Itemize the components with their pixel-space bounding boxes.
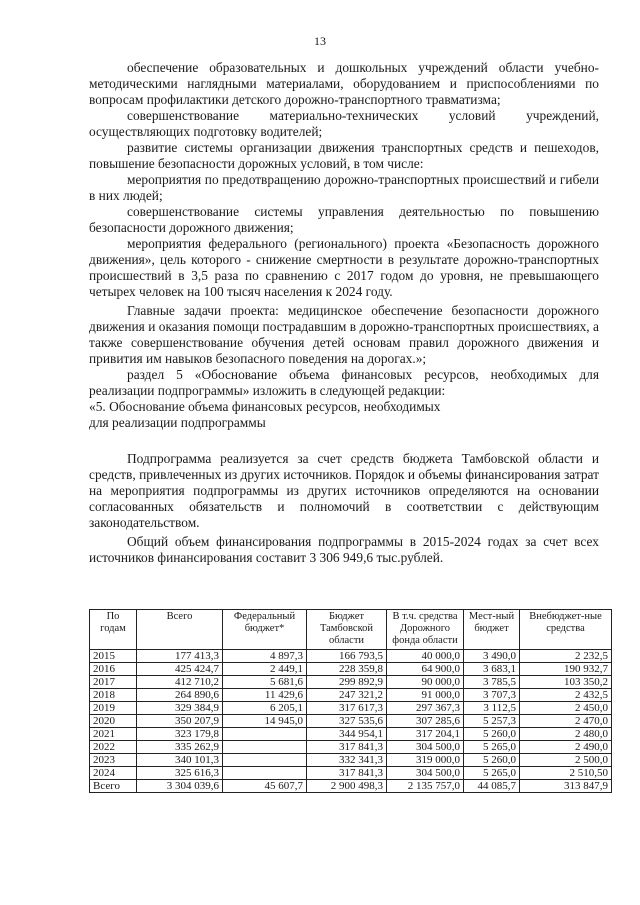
table-row <box>90 728 612 741</box>
table-cell: 90 000,0 <box>387 676 464 689</box>
table-cell: 304 500,0 <box>387 741 464 754</box>
table-cell: 317 617,3 <box>307 702 387 715</box>
header-federal: Федеральный бюджет* <box>223 610 307 650</box>
table-cell: 317 841,3 <box>307 741 387 754</box>
table-cell: 299 892,9 <box>307 676 387 689</box>
table-cell: 350 207,9 <box>137 715 223 728</box>
table-row <box>90 767 612 780</box>
section-title-line-1: «5. Обоснование объема финансовых ресурсов, необходимых <box>89 399 441 414</box>
table-cell: 64 900,0 <box>387 663 464 676</box>
table-cell: 3 785,5 <box>464 676 520 689</box>
table-cell: 329 384,9 <box>137 702 223 715</box>
document-body <box>89 60 599 566</box>
table-cell: 2 432,5 <box>520 689 612 702</box>
table-cell: 327 535,6 <box>307 715 387 728</box>
financing-table <box>89 609 612 793</box>
paragraph-8: раздел 5 «Обоснование объема финансовых ресурсов, необходимых для реализации подпрограммы» изложить в следующей редакции: <box>89 367 599 398</box>
header-road-fund: В т.ч. средства Дорожного фонда области <box>387 610 464 650</box>
table-cell: 5 260,0 <box>464 754 520 767</box>
table-cell: 5 681,6 <box>223 676 307 689</box>
table-cell: 313 847,9 <box>520 780 612 793</box>
paragraph-6: мероприятия федерального (регионального) проекта «Безопасность дорожного движения», цель которого - снижение смертности в результате дорожно-транспортных происшествий в 3,5 раза по сравнению с 2017 годом до уровня, не превышающего четырех человек на 100 тысяч населения к 2024 году. <box>89 236 599 299</box>
table-cell: 3 304 039,6 <box>137 780 223 793</box>
table-cell-year: 2019 <box>90 702 137 715</box>
table-cell: 2 449,1 <box>223 663 307 676</box>
table-cell <box>223 767 307 780</box>
table-cell: 228 359,8 <box>307 663 387 676</box>
table-cell-year: 2018 <box>90 689 137 702</box>
paragraph-3: развитие системы организации движения транспортных средств и пешеходов, повышение безопасности дорожных условий, в том числе: <box>89 140 599 171</box>
table-cell-year: 2017 <box>90 676 137 689</box>
paragraph-4: мероприятия по предотвращению дорожно-транспортных происшествий и гибели в них людей; <box>89 172 599 203</box>
table-cell: 5 265,0 <box>464 767 520 780</box>
page-number: 13 <box>314 34 326 48</box>
table-cell-year: 2022 <box>90 741 137 754</box>
table-cell <box>223 754 307 767</box>
paragraph-1: обеспечение образовательных и дошкольных учреждений области учебно-методическими наглядными материалами, оборудованием и приспособлениями по вопросам профилактики детского дорожно-транспортного травматизма; <box>89 60 599 107</box>
table-cell <box>223 728 307 741</box>
table-cell: 5 265,0 <box>464 741 520 754</box>
table-cell: 297 367,3 <box>387 702 464 715</box>
header-extrabudget: Внебюджет-ные средства <box>520 610 612 650</box>
table-cell: 91 000,0 <box>387 689 464 702</box>
paragraph-9: Подпрограмма реализуется за счет средств бюджета Тамбовской области и средств, привлеченных из других источников. Порядок и объемы финансирования затрат на мероприятия подпрограммы из других источников определяются на основании согласованных обязательств и полномочий в соответствии с действующим законодательством. <box>89 451 599 530</box>
table-cell: 166 793,5 <box>307 650 387 663</box>
table-cell: 5 257,3 <box>464 715 520 728</box>
table-cell: 40 000,0 <box>387 650 464 663</box>
paragraph-7: Главные задачи проекта: медицинское обеспечение безопасности дорожного движения и оказания помощи пострадавшим в дорожно-транспортных происшествиях, а также совершенствование обучения детей основам правил дорожного движения и привития им навыков безопасного поведения на дорогах.»; <box>89 303 599 366</box>
table-cell: 307 285,6 <box>387 715 464 728</box>
table-row <box>90 741 612 754</box>
table-cell: 2 232,5 <box>520 650 612 663</box>
table-cell: 304 500,0 <box>387 767 464 780</box>
table-row <box>90 650 612 663</box>
table-cell-year: Всего <box>90 780 137 793</box>
table-cell: 344 954,1 <box>307 728 387 741</box>
table-cell: 45 607,7 <box>223 780 307 793</box>
paragraph-10: Общий объем финансирования подпрограммы в 2015-2024 годах за счет всех источников финансирования составит 3 306 949,6 тыс.рублей. <box>89 534 599 565</box>
header-regional: Бюджет Тамбовской области <box>307 610 387 650</box>
table-cell: 319 000,0 <box>387 754 464 767</box>
table-cell: 2 490,0 <box>520 741 612 754</box>
table-cell-year: 2020 <box>90 715 137 728</box>
table-row <box>90 663 612 676</box>
table-cell <box>223 741 307 754</box>
table-cell: 340 101,3 <box>137 754 223 767</box>
table-cell: 332 341,3 <box>307 754 387 767</box>
table-cell-year: 2016 <box>90 663 137 676</box>
table-cell: 317 204,1 <box>387 728 464 741</box>
table-cell: 3 490,0 <box>464 650 520 663</box>
table-header-row <box>90 610 612 650</box>
table-cell: 2 500,0 <box>520 754 612 767</box>
table-cell: 3 683,1 <box>464 663 520 676</box>
table-cell: 190 932,7 <box>520 663 612 676</box>
section-title-line-2: для реализации подпрограммы <box>89 415 266 430</box>
table-cell: 4 897,3 <box>223 650 307 663</box>
table-cell: 2 450,0 <box>520 702 612 715</box>
table-cell: 2 900 498,3 <box>307 780 387 793</box>
table-cell: 14 945,0 <box>223 715 307 728</box>
table-cell: 317 841,3 <box>307 767 387 780</box>
table-cell: 335 262,9 <box>137 741 223 754</box>
table-cell-year: 2023 <box>90 754 137 767</box>
table-cell: 264 890,6 <box>137 689 223 702</box>
table-cell: 103 350,2 <box>520 676 612 689</box>
table-cell-year: 2021 <box>90 728 137 741</box>
table-cell: 5 260,0 <box>464 728 520 741</box>
table-cell-year: 2015 <box>90 650 137 663</box>
table-cell: 425 424,7 <box>137 663 223 676</box>
paragraph-2: совершенствование материально-технических условий учреждений, осуществляющих подготовку водителей; <box>89 108 599 139</box>
table-row <box>90 754 612 767</box>
table-cell: 247 321,2 <box>307 689 387 702</box>
table-cell: 412 710,2 <box>137 676 223 689</box>
table-cell: 3 112,5 <box>464 702 520 715</box>
header-total: Всего <box>137 610 223 650</box>
table-cell: 2 135 757,0 <box>387 780 464 793</box>
table-cell: 11 429,6 <box>223 689 307 702</box>
header-local: Мест-ный бюджет <box>464 610 520 650</box>
paragraph-5: совершенствование системы управления деятельностью по повышению безопасности дорожного движения; <box>89 204 599 235</box>
table-cell: 325 616,3 <box>137 767 223 780</box>
table-cell: 2 510,50 <box>520 767 612 780</box>
table-cell: 2 480,0 <box>520 728 612 741</box>
table-cell: 177 413,3 <box>137 650 223 663</box>
table-row <box>90 780 612 793</box>
table-row <box>90 689 612 702</box>
table-cell: 44 085,7 <box>464 780 520 793</box>
table-row <box>90 715 612 728</box>
table-cell: 323 179,8 <box>137 728 223 741</box>
table-cell-year: 2024 <box>90 767 137 780</box>
table-cell: 2 470,0 <box>520 715 612 728</box>
table-row <box>90 702 612 715</box>
table-cell: 6 205,1 <box>223 702 307 715</box>
table-row <box>90 676 612 689</box>
table-cell: 3 707,3 <box>464 689 520 702</box>
header-years: По годам <box>90 610 137 650</box>
